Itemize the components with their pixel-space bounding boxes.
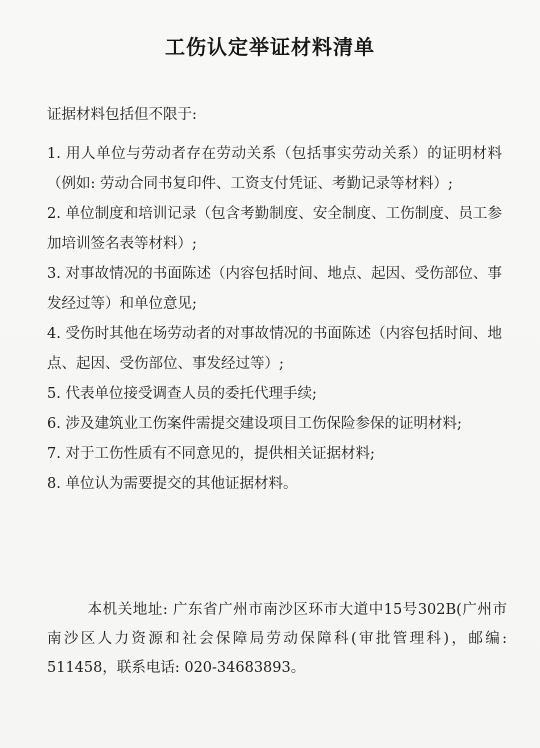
evidence-item: 3. 对事故情况的书面陈述（内容包括时间、地点、起因、受伤部位、事发经过等）和单位意见; [47, 266, 502, 312]
evidence-item: 7. 对于工伤性质有不同意见的，提供相关证据材料; [47, 446, 375, 462]
evidence-item: 5. 代表单位接受调查人员的委托代理手续; [47, 386, 317, 402]
evidence-item: 4. 受伤时其他在场劳动者的对事故情况的书面陈述（内容包括时间、地点、起因、受伤部位、事发经过等）; [47, 326, 502, 372]
intro-text: 证据材料包括但不限于: [47, 107, 197, 123]
document-title: 工伤认定举证材料清单 [165, 35, 375, 59]
evidence-item: 6. 涉及建筑业工伤案件需提交建设项目工伤保险参保的证明材料; [47, 416, 462, 432]
evidence-item: 2. 单位制度和培训记录（包含考勤制度、安全制度、工伤制度、员工参加培训签名表等材料）; [47, 206, 502, 252]
evidence-item: 1. 用人单位与劳动者存在劳动关系（包括事实劳动关系）的证明材料（例如: 劳动合同书复印件、工资支付凭证、考勤记录等材料）; [47, 146, 502, 192]
office-address: 本机关地址: 广东省广州市南沙区环市大道中15号302B(广州市南沙区人力资源和社会保障局劳动保障科(审批管理科)，邮编: 511458，联系电话: 020-34683893。 [47, 602, 507, 676]
evidence-list [47, 139, 502, 499]
evidence-item: 8. 单位认为需要提交的其他证据材料。 [47, 476, 298, 492]
